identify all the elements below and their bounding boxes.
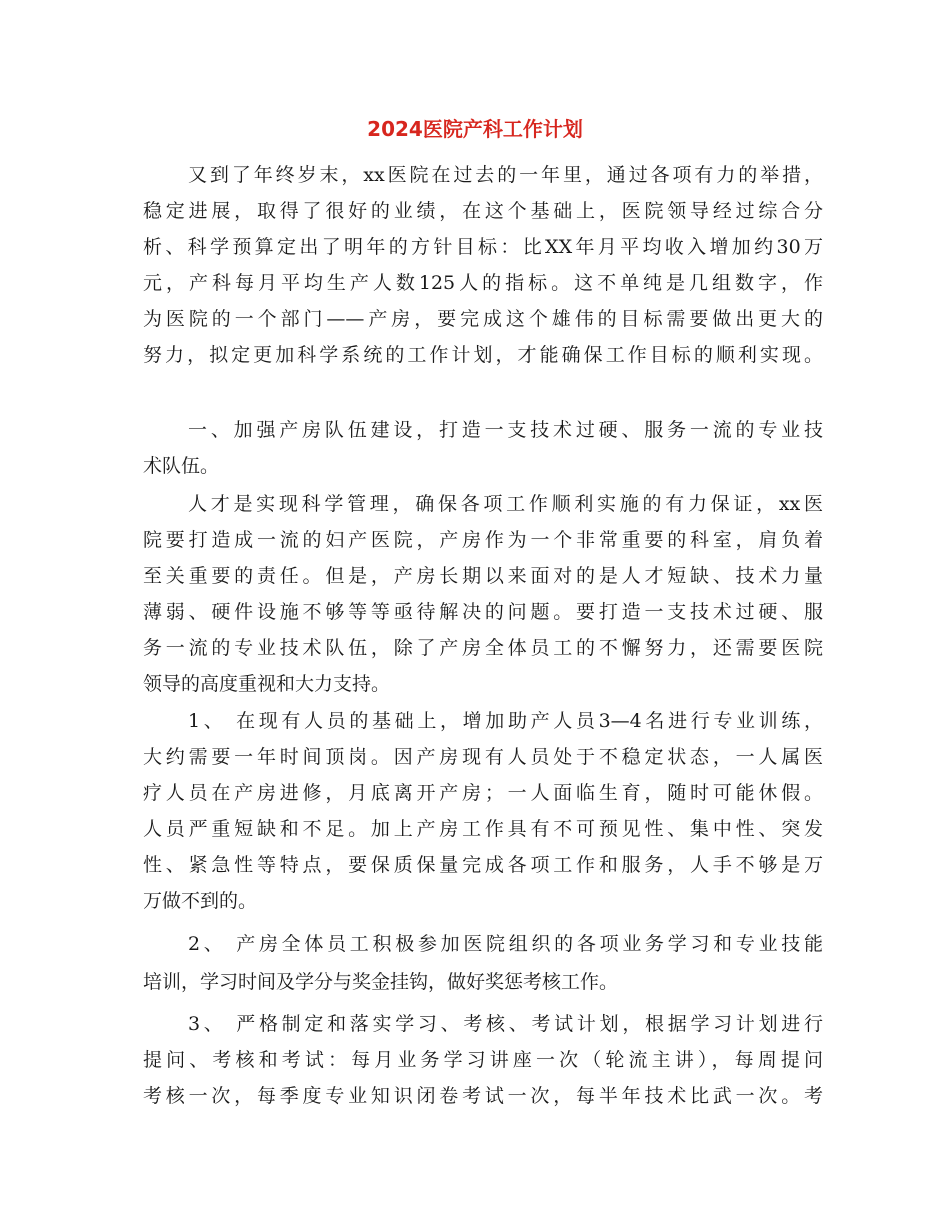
body-line: 又到了年终岁末，xx医院在过去的一年里，通过各项有力的举措， xyxy=(188,164,823,186)
section-heading-line: 术队伍。 xyxy=(143,455,220,477)
list-item-line: 疗人员在产房进修，月底离开产房；一人面临生育，随时可能休假。 xyxy=(143,782,823,804)
body-line: 元，产科每月平均生产人数125人的指标。这不单纯是几组数字，作 xyxy=(143,272,823,294)
list-item-line: 培训，学习时间及学分与奖金挂钩，做好奖惩考核工作。 xyxy=(143,971,619,993)
list-item-line: 人员严重短缺和不足。加上产房工作具有不可预见性、集中性、突发 xyxy=(143,818,823,840)
list-item-line: 性、紧急性等特点，要保质保量完成各项工作和服务，人手不够是万 xyxy=(143,854,823,876)
body-line: 为医院的一个部门——产房，要完成这个雄伟的目标需要做出更大的 xyxy=(143,308,823,330)
body-line: 至关重要的责任。但是，产房长期以来面对的是人才短缺、技术力量 xyxy=(143,565,823,587)
section-heading-line: 一、加强产房队伍建设，打造一支技术过硬、服务一流的专业技 xyxy=(188,419,823,441)
body-line: 领导的高度重视和大力支持。 xyxy=(143,673,391,695)
list-item-line: 考核一次，每季度专业知识闭卷考试一次，每半年技术比武一次。考 xyxy=(143,1085,823,1107)
list-item-line: 3、 严格制定和落实学习、考核、考试计划，根据学习计划进行 xyxy=(188,1013,823,1035)
body-line: 务一流的专业技术队伍，除了产房全体员工的不懈努力，还需要医院 xyxy=(143,637,823,659)
body-line: 人才是实现科学管理，确保各项工作顺利实施的有力保证，xx医 xyxy=(188,493,823,515)
list-item-line: 大约需要一年时间顶岗。因产房现有人员处于不稳定状态，一人属医 xyxy=(143,746,823,768)
document-title: 2024医院产科工作计划 xyxy=(367,117,583,141)
list-item-line: 提问、考核和考试：每月业务学习讲座一次（轮流主讲），每周提问 xyxy=(143,1049,823,1071)
body-line: 院要打造成一流的妇产医院，产房作为一个非常重要的科室，肩负着 xyxy=(143,529,823,551)
body-line: 稳定进展，取得了很好的业绩，在这个基础上，医院领导经过综合分 xyxy=(143,200,823,222)
body-line: 薄弱、硬件设施不够等等亟待解决的问题。要打造一支技术过硬、服 xyxy=(143,601,823,623)
list-item-line: 1、 在现有人员的基础上，增加助产人员3—4名进行专业训练， xyxy=(188,710,823,732)
list-item-line: 万做不到的。 xyxy=(143,890,258,912)
body-line: 析、科学预算定出了明年的方针目标：比XX年月平均收入增加约30万 xyxy=(143,236,823,258)
body-line: 努力，拟定更加科学系统的工作计划，才能确保工作目标的顺利实现。 xyxy=(143,344,823,366)
list-item-line: 2、 产房全体员工积极参加医院组织的各项业务学习和专业技能 xyxy=(188,933,823,955)
